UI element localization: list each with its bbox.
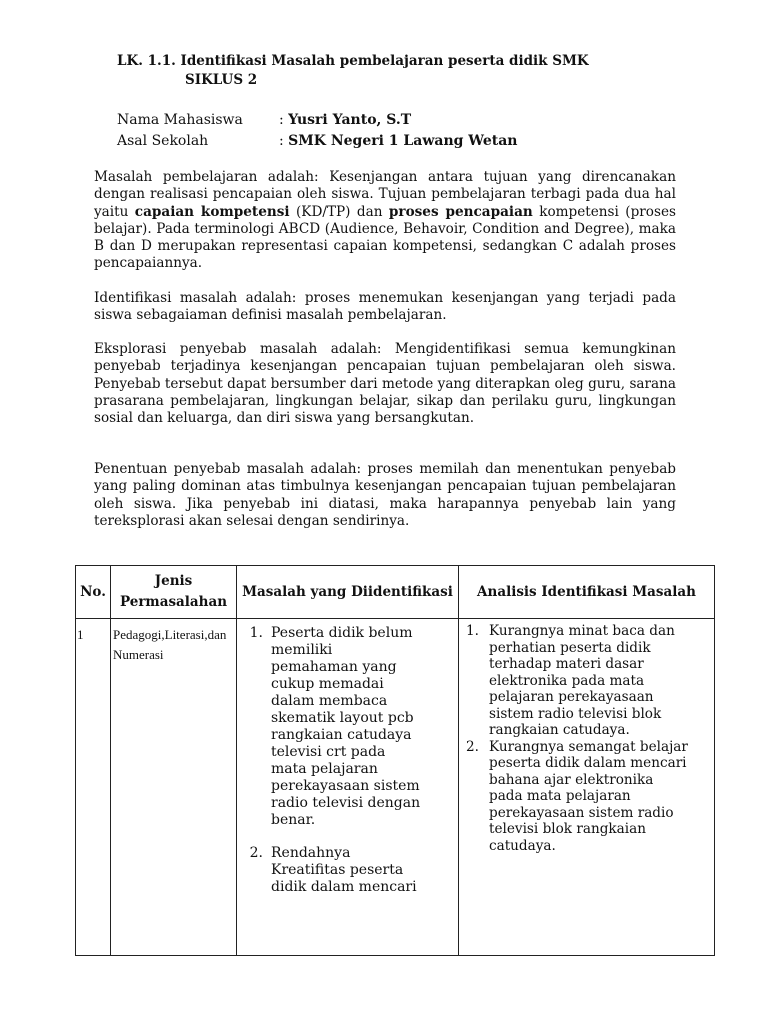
row-masalah	[237, 619, 459, 956]
list-item	[237, 845, 450, 896]
list-item-number: 2.	[466, 738, 479, 755]
header-masalah: Masalah yang Diidentifikasi	[237, 566, 459, 619]
list-item	[459, 623, 706, 739]
list-item	[237, 625, 450, 829]
paragraph-masalah-pembelajaran	[94, 169, 676, 273]
list-item-number: 1.	[249, 625, 263, 641]
masalah-list	[237, 625, 450, 896]
row-no: 1	[76, 619, 111, 956]
info-row-asal	[117, 131, 518, 152]
asal-value-wrap	[279, 131, 518, 152]
p1-text-d: kompetensi (proses belajar). Pada terminologi ABCD (Audience, Behavoir, Condition and Degree), maka B dan D merupakan representasi capaian kompetensi, sedangkan C adalah proses pencapaiannya.	[94, 203, 676, 272]
document-title	[117, 52, 589, 90]
paragraph-penentuan: Penentuan penyebab masalah adalah: proses memilah dan menentukan penyebab yang paling dominan atas timbulnya kesenjangan pencapaian tujuan pembelajaran oleh siswa. Jika penyebab ini diatasi, maka harapannya penyebab lain yang tereksplorasi akan selesai dengan sendirinya.	[94, 461, 676, 529]
paragraph-eksplorasi: Eksplorasi penyebab masalah adalah: Mengidentifikasi semua kemungkinan penyebab terjadinya kesenjangan pencapaian tujuan pembelajaran oleh siswa. Penyebab tersebut dapat bersumber dari metode yang diterapkan oleg guru, sarana prasarana pembelajaran, lingkungan belajar, sikap dan perilaku guru, lingkungan sosial dan keluarga, dan diri siswa yang bersangkutan.	[94, 341, 676, 427]
problem-table	[75, 565, 715, 956]
nama-label: Nama Mahasiswa	[117, 112, 243, 128]
title-line-1: LK. 1.1. Identifikasi Masalah pembelajaran peserta didik SMK	[117, 53, 589, 69]
table-header-row	[76, 566, 715, 619]
student-info	[117, 110, 518, 152]
row-jenis: Pedagogi,Literasi,dan Numerasi	[111, 619, 237, 956]
paragraph-identifikasi: Identifikasi masalah adalah: proses menemukan kesenjangan yang terjadi pada siswa sebagaiaman definisi masalah pembelajaran.	[94, 290, 676, 324]
header-no: No.	[76, 566, 111, 619]
header-jenis: Jenis Permasalahan	[111, 566, 237, 619]
asal-value: SMK Negeri 1 Lawang Wetan	[288, 133, 518, 149]
asal-label: Asal Sekolah	[117, 133, 209, 149]
list-item-text: Rendahnya Kreatifitas peserta didik dalam mencari	[271, 845, 417, 895]
table-row	[76, 619, 715, 956]
p1-bold-capaian: capaian kompetensi	[134, 203, 290, 220]
p1-bold-proses: proses pencapaian	[388, 203, 533, 220]
list-item-text: Kurangnya semangat belajar peserta didik dalam mencari bahana ajar elektronika pada mata pelajaran perekayasaan sistem radio televisi blok rangkaian catudaya.	[489, 738, 688, 854]
list-item-number: 2.	[249, 845, 263, 861]
nama-value-wrap	[279, 110, 411, 131]
list-item-number: 1.	[466, 623, 479, 639]
list-item-text: Kurangnya minat baca dan perhatian peserta didik terhadap materi dasar elektronika pada mata pelajaran perekayasaan sistem radio televisi blok rangkaian catudaya.	[489, 623, 675, 738]
p1-text-c: (KD/TP) dan	[289, 203, 389, 220]
analisis-list	[459, 623, 706, 854]
asal-separator: :	[279, 133, 289, 149]
nama-separator: :	[279, 112, 289, 128]
nama-value: Yusri Yanto, S.T	[288, 112, 412, 128]
list-item-text: Peserta didik belum memiliki pemahaman yang cukup memadai dalam membaca skematik layout pcb rangkaian catudaya televisi crt pada mata pelajaran perekayasaan sistem radio televisi dengan benar.	[271, 625, 421, 828]
info-row-nama	[117, 110, 518, 131]
header-analisis: Analisis Identifikasi Masalah	[459, 566, 715, 619]
title-line-2: SIKLUS 2	[185, 72, 258, 88]
p1-text-a: Masalah pembelajaran adalah: Kesenjangan antara tujuan yang direncanakan dengan realisasi pencapaian oleh siswa. Tujuan pembelajaran terbagi pada dua hal yaitu	[94, 169, 676, 220]
list-item	[459, 739, 706, 855]
row-analisis	[459, 619, 715, 956]
